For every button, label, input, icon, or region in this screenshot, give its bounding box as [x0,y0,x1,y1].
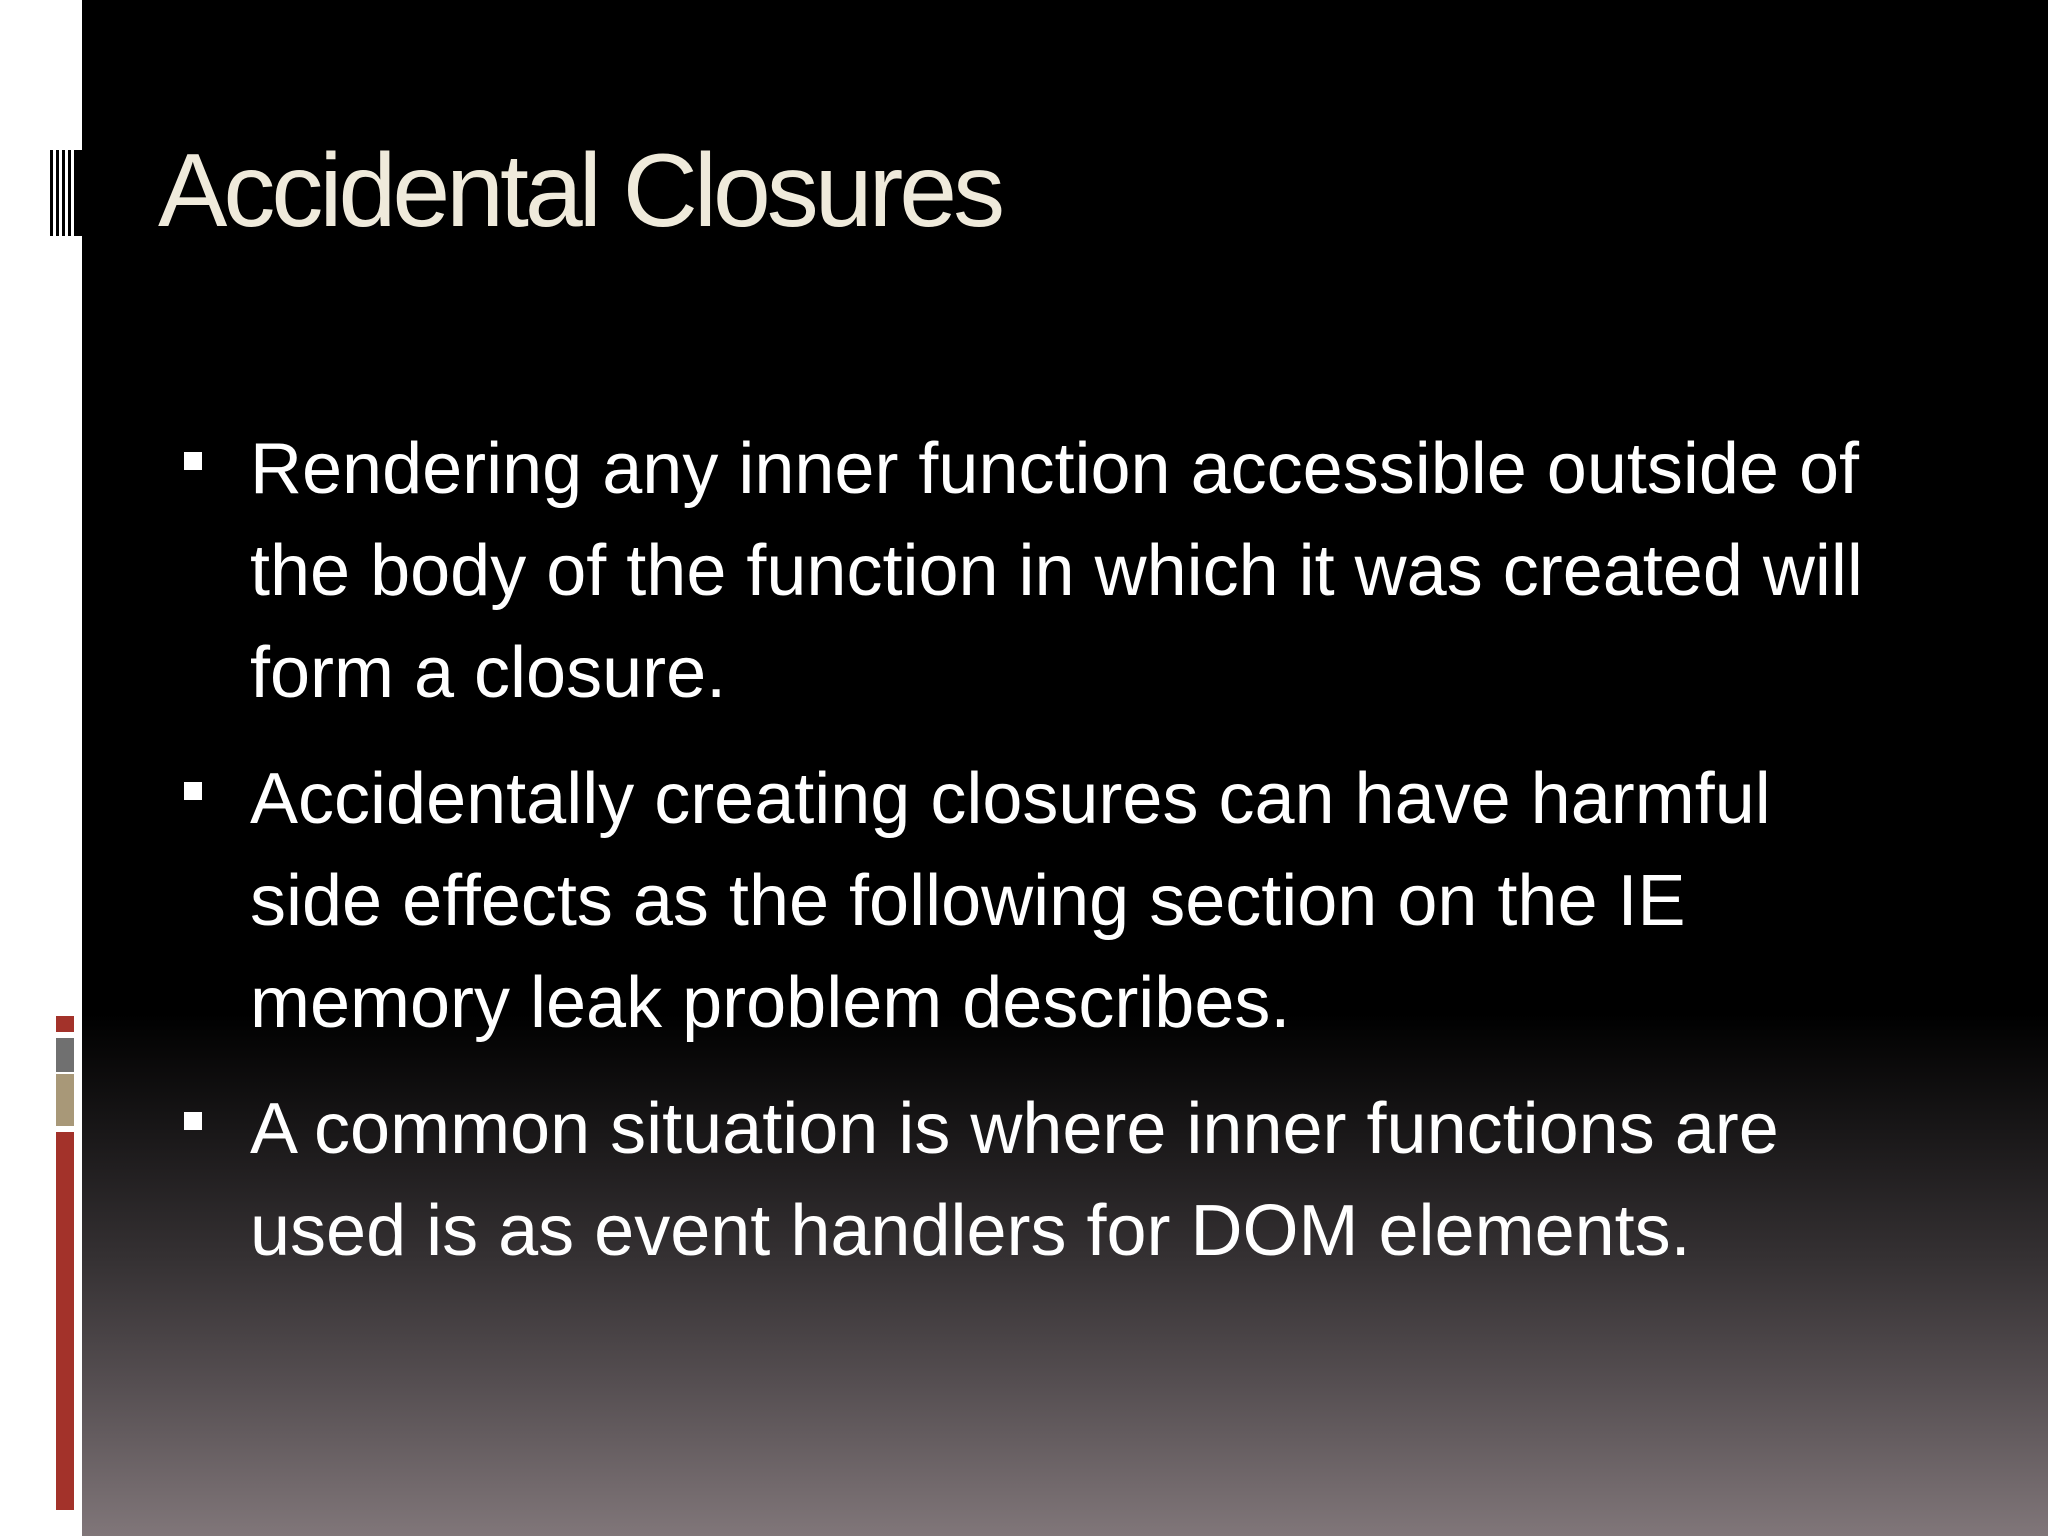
bullet-item [176,1078,1876,1282]
title-stripes-decoration [46,150,82,236]
bullet-text: Rendering any inner function accessible outside of the body of the function in which it was created will form a closure. [250,429,1863,713]
bullet-item [176,418,1876,724]
accent-bar-gray [56,1038,74,1072]
accent-bar-red-top [56,1016,74,1032]
slide-title: Accidental Closures [158,133,1002,249]
accent-bar-red [56,1132,74,1510]
square-bullet-icon [184,1112,202,1130]
bullet-text: Accidentally creating closures can have harmful side effects as the following section on the IE memory leak problem describes. [250,759,1771,1043]
bullet-text: A common situation is where inner functions are used is as event handlers for DOM elements. [250,1089,1779,1271]
square-bullet-icon [184,782,202,800]
bullet-list [176,418,1876,1306]
bullet-item [176,748,1876,1054]
accent-bar-tan [56,1074,74,1126]
square-bullet-icon [184,452,202,470]
